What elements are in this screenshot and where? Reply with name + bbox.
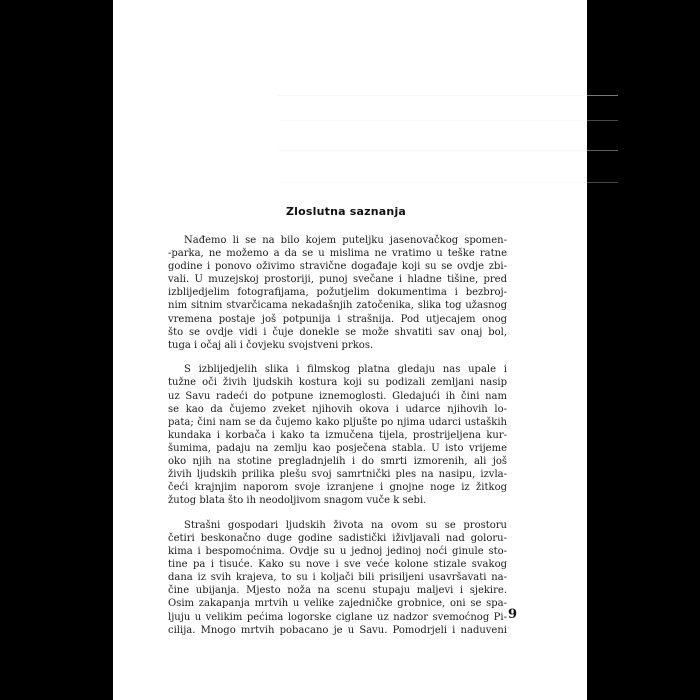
bleed-through-line (278, 95, 618, 96)
text-line: tužne oči živih ljudskih kostura koji su podizali zemljani nasip (168, 377, 507, 389)
text-line: čeći krajnjim naporom svoje izranjene i gnojne noge iz žitkog (168, 482, 507, 494)
scan-right-border (587, 0, 700, 700)
bleed-through-line (278, 182, 618, 183)
text-line: Nađemo li se na bilo kojem puteljku jasenovačkog spomen- (184, 235, 507, 246)
text-line: izblijedjelim fotografijama, požutjelim dokumentima i bezbroj- (168, 287, 507, 299)
text-line: uz Savu radeći do potpune iznemoglosti. Gledajući ih čini nam (168, 390, 507, 402)
text-line: nim sitnim stvarčicama nekadašnjih zatočenika, slika tog užasnog (168, 300, 507, 312)
text-line: vremena postaje još potpunija i strašnija. Pod utjecajem onog (168, 313, 507, 325)
page-number: 9 (508, 607, 518, 622)
text-line: čine ubijanja. Mjesto noža na scenu stupaju maljevi i sjekire. (168, 585, 507, 597)
paragraph-2 (168, 363, 507, 507)
paragraph-3 (168, 519, 507, 637)
section-title: Zloslutna saznanja (286, 205, 407, 218)
text-line: pata; čini nam se da čujemo kako pljušte po njima udarci ustaških (168, 416, 507, 428)
text-line: godine i ponovo oživimo stravične događaje koji su se ovdje zbi- (168, 261, 507, 273)
text-line: se kao da čujemo zveket njihovih okova i udarce njihovih lo- (168, 403, 507, 415)
text-line: dana iz svih krajeva, to su i koljači bili prisiljeni usavršavati na- (168, 572, 507, 584)
text-line: Osim zakapanja mrtvih u velike zajedničke grobnice, oni se spa- (168, 598, 507, 610)
text-line: ljuju u velikim pećima logorske ciglane uz nadzor svemoćnog Pi- (168, 611, 507, 623)
text-line: kima i bespomoćnima. Ovdje su u jednoj jedinoj noći ginule sto- (168, 546, 507, 558)
text-line: tine pa i tisuće. Kako su nove i sve veće kolone stizale svakog (168, 559, 507, 571)
scan-left-border (0, 0, 113, 700)
text-line: cilija. Mnogo mrtvih pobacano je u Savu. Pomodrjeli i naduveni (168, 624, 507, 636)
text-line: što se ovdje vidi i čuje donekle se može shvatiti sav onaj bol, (168, 326, 507, 338)
text-line: -parka, ne možemo a da se u mislima ne vratimo u teške ratne (168, 248, 507, 260)
text-line: četiri beskonačno duge godine sadistički iživljavali nad goloru- (168, 532, 507, 544)
body-text (168, 234, 507, 637)
text-line: kundaka i korbača i kako ta izmučena tijela, prostrijeljena kur- (168, 429, 507, 441)
paragraph-1 (168, 234, 507, 352)
text-line: S izblijedjelih slika i filmskog platna gledaju nas upale i (184, 364, 507, 376)
text-line: šumima, padaju na zemlju kao posječena stabla. U isto vrijeme (168, 442, 507, 454)
text-line: Strašni gospodari ljudskih života na ovom su se prostoru (184, 519, 507, 531)
text-line: tuga i očaj ali i čovjeku svojstveni prkos. (168, 339, 374, 351)
book-page (113, 0, 587, 700)
text-line: oko njih na stotine pregladnjelih i do smrti izmorenih, ali još (168, 456, 507, 467)
text-line: vali. U muzejskoj prostoriji, punoj svečane i hladne tišine, pred (168, 274, 507, 286)
text-line: žutog blata što ih neodoljivom snagom vuče k sebi. (168, 495, 427, 507)
bleed-through-line (278, 150, 618, 151)
bleed-through-line (278, 120, 618, 121)
text-line: živih ljudskih prilika plešu svoj samrtnički ples na nasipu, izvla- (168, 469, 507, 481)
